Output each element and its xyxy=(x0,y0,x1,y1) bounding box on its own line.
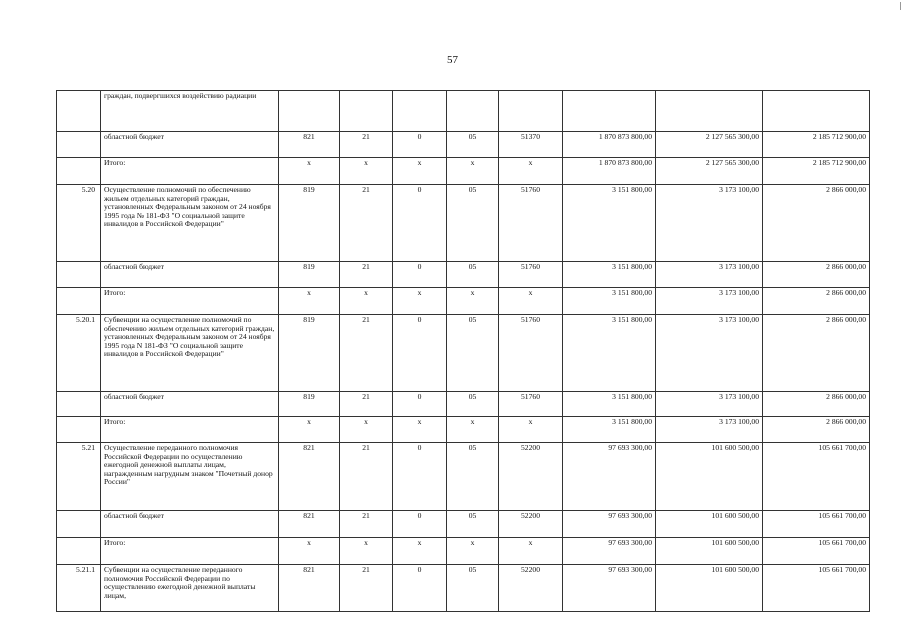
section-code-cell: 21 xyxy=(340,315,393,392)
admin-code-cell: х xyxy=(279,417,340,443)
description-cell: Итого: xyxy=(101,288,279,315)
row-number-cell xyxy=(57,392,101,417)
amount-year2-cell: 3 173 100,00 xyxy=(656,262,763,288)
group-code-cell: х xyxy=(447,288,499,315)
section-code-cell xyxy=(340,91,393,132)
group-code-cell: 05 xyxy=(447,132,499,158)
amount-year2-cell: 101 600 500,00 xyxy=(656,443,763,511)
admin-code-cell: 821 xyxy=(279,511,340,538)
description-cell: областной бюджет xyxy=(101,511,279,538)
corner-mark xyxy=(900,2,901,10)
admin-code-cell: 821 xyxy=(279,565,340,612)
group-code-cell: 05 xyxy=(447,392,499,417)
description-cell: Субвенции на осуществление переданного полномочия Российской Федерации по осуществлению ежегодной денежной выплаты лицам, xyxy=(101,565,279,612)
amount-year1-cell: 3 151 800,00 xyxy=(563,288,656,315)
description-cell: Итого: xyxy=(101,158,279,185)
section-code-cell: 21 xyxy=(340,392,393,417)
group-code-cell: 05 xyxy=(447,443,499,511)
amount-year1-cell: 1 870 873 800,00 xyxy=(563,132,656,158)
row-number-cell xyxy=(57,132,101,158)
group-code-cell: 05 xyxy=(447,565,499,612)
element-code-cell: 52200 xyxy=(499,565,563,612)
target-code-cell xyxy=(393,91,447,132)
target-code-cell: х xyxy=(393,158,447,185)
row-number-cell xyxy=(57,538,101,565)
target-code-cell: 0 xyxy=(393,315,447,392)
amount-year1-cell xyxy=(563,91,656,132)
amount-year3-cell: 2 866 000,00 xyxy=(763,315,870,392)
description-cell: областной бюджет xyxy=(101,132,279,158)
description-cell: Осуществление переданного полномочия Российской Федерации по осуществлению ежегодной денежной выплаты лицам, награжденным нагрудным знаком "Почетный донор России" xyxy=(101,443,279,511)
row-number-cell: 5.21.1 xyxy=(57,565,101,612)
admin-code-cell: 819 xyxy=(279,262,340,288)
description-cell: областной бюджет xyxy=(101,392,279,417)
table-row xyxy=(57,565,870,612)
amount-year3-cell: 2 185 712 900,00 xyxy=(763,158,870,185)
row-number-cell xyxy=(57,288,101,315)
table-row xyxy=(57,185,870,262)
amount-year1-cell: 3 151 800,00 xyxy=(563,262,656,288)
admin-code-cell xyxy=(279,91,340,132)
amount-year2-cell: 3 173 100,00 xyxy=(656,417,763,443)
amount-year1-cell: 97 693 300,00 xyxy=(563,565,656,612)
group-code-cell: х xyxy=(447,417,499,443)
element-code-cell: 52200 xyxy=(499,443,563,511)
section-code-cell: 21 xyxy=(340,132,393,158)
target-code-cell: 0 xyxy=(393,185,447,262)
row-number-cell xyxy=(57,417,101,443)
table-row xyxy=(57,417,870,443)
table-row xyxy=(57,511,870,538)
amount-year1-cell: 97 693 300,00 xyxy=(563,538,656,565)
admin-code-cell: х xyxy=(279,288,340,315)
description-cell: Осуществление полномочий по обеспечению жильем отдельных категорий граждан, установленных Федеральным законом от 24 ноября 1995 года № 181-ФЗ "О социальной защите инвалидов в Российской Федерации" xyxy=(101,185,279,262)
group-code-cell: 05 xyxy=(447,511,499,538)
amount-year2-cell: 101 600 500,00 xyxy=(656,538,763,565)
section-code-cell: 21 xyxy=(340,511,393,538)
group-code-cell xyxy=(447,91,499,132)
description-cell: Итого: xyxy=(101,417,279,443)
amount-year1-cell: 3 151 800,00 xyxy=(563,315,656,392)
group-code-cell: 05 xyxy=(447,262,499,288)
element-code-cell: 51760 xyxy=(499,185,563,262)
admin-code-cell: 819 xyxy=(279,185,340,262)
amount-year2-cell: 3 173 100,00 xyxy=(656,288,763,315)
element-code-cell: х xyxy=(499,288,563,315)
element-code-cell: х xyxy=(499,538,563,565)
amount-year3-cell: 105 661 700,00 xyxy=(763,511,870,538)
table-row xyxy=(57,132,870,158)
admin-code-cell: х xyxy=(279,538,340,565)
row-number-cell xyxy=(57,262,101,288)
target-code-cell: 0 xyxy=(393,443,447,511)
element-code-cell xyxy=(499,91,563,132)
row-number-cell xyxy=(57,91,101,132)
amount-year3-cell xyxy=(763,91,870,132)
row-number-cell: 5.20.1 xyxy=(57,315,101,392)
amount-year1-cell: 3 151 800,00 xyxy=(563,417,656,443)
amount-year3-cell: 2 866 000,00 xyxy=(763,288,870,315)
amount-year2-cell: 3 173 100,00 xyxy=(656,392,763,417)
target-code-cell: х xyxy=(393,538,447,565)
section-code-cell: 21 xyxy=(340,443,393,511)
amount-year1-cell: 97 693 300,00 xyxy=(563,443,656,511)
amount-year1-cell: 1 870 873 800,00 xyxy=(563,158,656,185)
amount-year3-cell: 2 866 000,00 xyxy=(763,392,870,417)
element-code-cell: 51760 xyxy=(499,262,563,288)
amount-year2-cell: 2 127 565 300,00 xyxy=(656,132,763,158)
table-row xyxy=(57,392,870,417)
description-cell: Субвенции на осуществление полномочий по обеспечению жильем отдельных категорий граждан, установленных Федеральным законом от 24 ноября 1995 года N 181-ФЗ "О социальной защите инвалидов в Российской Федерации" xyxy=(101,315,279,392)
admin-code-cell: х xyxy=(279,158,340,185)
group-code-cell: 05 xyxy=(447,185,499,262)
target-code-cell: х xyxy=(393,417,447,443)
amount-year1-cell: 3 151 800,00 xyxy=(563,392,656,417)
element-code-cell: 51370 xyxy=(499,132,563,158)
element-code-cell: х xyxy=(499,417,563,443)
table-row xyxy=(57,288,870,315)
section-code-cell: 21 xyxy=(340,565,393,612)
admin-code-cell: 819 xyxy=(279,315,340,392)
target-code-cell: 0 xyxy=(393,565,447,612)
table-row xyxy=(57,158,870,185)
target-code-cell: 0 xyxy=(393,511,447,538)
description-cell: граждан, подвергшихся воздействию радиации xyxy=(101,91,279,132)
table-row xyxy=(57,443,870,511)
element-code-cell: х xyxy=(499,158,563,185)
amount-year2-cell: 3 173 100,00 xyxy=(656,185,763,262)
amount-year3-cell: 2 185 712 900,00 xyxy=(763,132,870,158)
row-number-cell: 5.20 xyxy=(57,185,101,262)
amount-year3-cell: 2 866 000,00 xyxy=(763,185,870,262)
table-row xyxy=(57,91,870,132)
target-code-cell: 0 xyxy=(393,262,447,288)
target-code-cell: 0 xyxy=(393,392,447,417)
page-number: 57 xyxy=(447,54,458,66)
row-number-cell xyxy=(57,158,101,185)
budget-table xyxy=(56,90,870,612)
row-number-cell: 5.21 xyxy=(57,443,101,511)
section-code-cell: х xyxy=(340,288,393,315)
element-code-cell: 51760 xyxy=(499,315,563,392)
amount-year2-cell: 2 127 565 300,00 xyxy=(656,158,763,185)
amount-year3-cell: 2 866 000,00 xyxy=(763,262,870,288)
description-cell: областной бюджет xyxy=(101,262,279,288)
target-code-cell: х xyxy=(393,288,447,315)
amount-year3-cell: 105 661 700,00 xyxy=(763,565,870,612)
section-code-cell: х xyxy=(340,158,393,185)
amount-year3-cell: 105 661 700,00 xyxy=(763,538,870,565)
target-code-cell: 0 xyxy=(393,132,447,158)
section-code-cell: 21 xyxy=(340,185,393,262)
table-row xyxy=(57,538,870,565)
amount-year2-cell: 3 173 100,00 xyxy=(656,315,763,392)
amount-year1-cell: 97 693 300,00 xyxy=(563,511,656,538)
admin-code-cell: 821 xyxy=(279,132,340,158)
amount-year2-cell xyxy=(656,91,763,132)
section-code-cell: 21 xyxy=(340,262,393,288)
section-code-cell: х xyxy=(340,417,393,443)
group-code-cell: х xyxy=(447,538,499,565)
amount-year1-cell: 3 151 800,00 xyxy=(563,185,656,262)
element-code-cell: 51760 xyxy=(499,392,563,417)
table-row xyxy=(57,262,870,288)
table-body xyxy=(57,91,870,612)
amount-year3-cell: 105 661 700,00 xyxy=(763,443,870,511)
amount-year2-cell: 101 600 500,00 xyxy=(656,565,763,612)
table-row xyxy=(57,315,870,392)
element-code-cell: 52200 xyxy=(499,511,563,538)
amount-year2-cell: 101 600 500,00 xyxy=(656,511,763,538)
admin-code-cell: 821 xyxy=(279,443,340,511)
group-code-cell: 05 xyxy=(447,315,499,392)
section-code-cell: х xyxy=(340,538,393,565)
row-number-cell xyxy=(57,511,101,538)
description-cell: Итого: xyxy=(101,538,279,565)
amount-year3-cell: 2 866 000,00 xyxy=(763,417,870,443)
admin-code-cell: 819 xyxy=(279,392,340,417)
group-code-cell: х xyxy=(447,158,499,185)
